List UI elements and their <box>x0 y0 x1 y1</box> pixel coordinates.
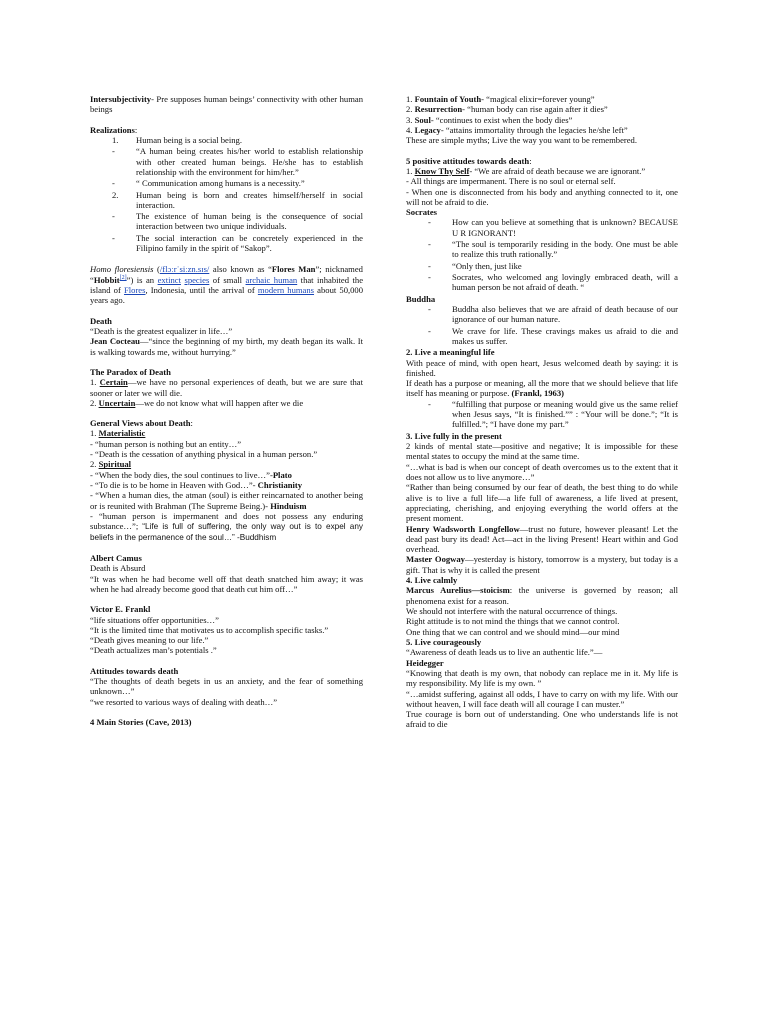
list-marker: - <box>112 146 115 157</box>
list-item-text: Human being is a social being. <box>136 134 242 145</box>
hobbit-term: Hobbit <box>93 274 120 285</box>
flores-man-term: Flores Man <box>271 264 316 275</box>
longfellow-name: Henry Wadsworth Longfellow <box>406 523 520 534</box>
list-item: - How can you believe at something that is unknown? BECAUSE U R IGNORANT! <box>406 217 678 238</box>
hinduism-line <box>90 490 363 511</box>
materialistic-line: - “Death is the cessation of anything physical in a human person.” <box>90 449 318 460</box>
courage-title: 5. Live courageously <box>406 636 482 647</box>
text-run: 2. <box>90 459 99 470</box>
buddhism-tag: -Buddhism <box>234 533 277 543</box>
frankl-line: “Death actualizes man’s potentials .” <box>90 645 217 656</box>
death-quote: “Death is the greatest equalizer in life…” <box>90 325 233 336</box>
text-run: 2. <box>90 397 99 408</box>
buddha-title: Buddha <box>406 293 436 304</box>
calmly-title: 4. Live calmly <box>406 575 458 586</box>
story-term: Fountain of Youth <box>414 94 482 104</box>
attitudes-title: Attitudes towards death <box>90 665 179 676</box>
text-run: —we have no personal experiences of death, but we are sure that sooner or later we will die. <box>90 377 363 398</box>
know-thyself-term: Know Thy Self <box>414 165 470 176</box>
story-line <box>406 94 678 104</box>
story-line <box>406 104 678 114</box>
heidegger-name: Heidegger <box>406 657 444 668</box>
paradox-uncertain <box>90 398 363 408</box>
text-run: 1. <box>90 377 100 388</box>
text-run: also known as “ <box>209 264 272 275</box>
list-item <box>90 146 363 177</box>
list-marker: - <box>112 211 115 222</box>
text-run: 4. <box>406 124 415 135</box>
list-item: - “The soul is temporarily residing in the body. One must be able to realize this truth rationally.” <box>406 239 678 260</box>
text-run: —trust no future, however pleasant! Let the dead past bury its dead! Act—act in the living Present! Heart within and God overhead. <box>406 523 678 555</box>
spiritual-heading <box>90 459 363 469</box>
text-run: - “human body can rise again after it dies” <box>462 104 608 115</box>
text-run: If death has a purpose or meaning, all the more that we should believe that life itself has meaning or purpose. <box>406 378 678 399</box>
modern-humans-link[interactable]: modern humans <box>257 285 315 295</box>
story-term: Resurrection <box>414 104 463 115</box>
plato-line <box>90 470 363 480</box>
list-marker: - <box>112 178 115 189</box>
socrates-list <box>406 217 678 292</box>
text-run: ”; nicknamed “ <box>90 264 363 285</box>
list-marker: 2. <box>112 189 119 200</box>
text-run: - “continues to exist when the body dies” <box>430 114 573 125</box>
buddhism-quote: “Life is full of suffering, the only way out is to expel any beliefs in the permanence of the soul…” <box>90 522 363 543</box>
heidegger-heading <box>406 658 678 668</box>
attitudes-line: “The thoughts of death begets in us an anxiety, and the fear of something unknown…” <box>90 676 363 697</box>
story-line <box>406 115 678 125</box>
list-marker: 1. <box>112 134 119 145</box>
calmly-line: Right attitude is to not mind the things that we cannot control. <box>406 616 620 627</box>
courage-line: “…amidst suffering, against all odds, I have to carry on with my life. With our without heaven, I will face death will all courage I can muster.” <box>406 688 678 709</box>
hinduism-term: Hinduism <box>270 500 307 511</box>
materialistic-heading <box>90 428 363 438</box>
meaningful-title: 2. Live a meaningful life <box>406 347 495 358</box>
courage-line: “Knowing that death is my own, that nobody can replace me in it. My life is my responsibility. My life is my own. ” <box>406 667 678 689</box>
text-run: - “human person is impermanent and does not possess any enduring substance…”; <box>90 510 363 532</box>
text-run: 1. <box>406 94 415 104</box>
positive-title: 5 positive attitudes towards death <box>406 155 530 166</box>
camus-heading <box>90 553 363 563</box>
left-column <box>90 94 363 727</box>
homo-floresiensis-paragraph <box>90 264 363 305</box>
christianity-term: Christianity <box>257 480 303 490</box>
frankl-line: “It is the limited time that motivates us to accomplish specific tasks.” <box>90 624 329 635</box>
paradox-title: The Paradox of Death <box>90 366 171 377</box>
views-heading: General Views about Death: <box>90 418 193 429</box>
meaningful-list <box>406 399 678 430</box>
know-thyself-line: - All things are impermanent. There is no soul or eternal self. <box>406 176 616 187</box>
text-run: - “When a human dies, the atman (soul) is either reincarnated to another being or is reunited with Brahman (The Supreme Being.)- <box>90 490 363 511</box>
longfellow-line <box>406 524 678 555</box>
present-line: “Rather than being consumed by our fear of death, the best thing to do while alive is to live a full life—a life full of awareness, a life lived at present, appreciating, cherishing, and enjoying everything the world offers at the present moment. <box>406 482 678 524</box>
list-item: - We crave for life. These cravings makes us afraid to die and makes us suffer. <box>406 326 678 347</box>
reference-link[interactable]: [2] <box>119 274 127 281</box>
list-item <box>90 135 363 145</box>
socrates-title: Socrates <box>406 207 438 218</box>
meaningful-heading <box>406 347 678 357</box>
text-run: 3. <box>406 114 415 125</box>
intersubjectivity-text: - Pre supposes human beings’ connectivity with other human beings <box>90 94 363 115</box>
oogway-line <box>406 554 678 575</box>
text-run: - “magical elixir=forever young” <box>481 94 595 104</box>
frankl-citation: (Frankl, 1963) <box>511 388 565 399</box>
calmly-line: One thing that we can control and we should mind—our mind <box>406 626 620 637</box>
realizations-heading: Realizations: <box>90 124 138 135</box>
text-run: - “We are afraid of death because we are ignorant.” <box>469 165 646 176</box>
list-item <box>90 211 363 232</box>
list-item-text: Human being is born and creates himself/herself in social interaction. <box>136 189 363 210</box>
christianity-line <box>90 480 363 490</box>
list-item <box>90 233 363 254</box>
pronunciation-link[interactable]: /flɔːrˈsiːzn.sɪs/ <box>159 264 210 275</box>
text-run: 1. <box>90 428 99 439</box>
stories-heading <box>90 717 363 727</box>
positive-heading: 5 positive attitudes towards death: <box>406 155 532 166</box>
list-item-text: The existence of human being is the consequence of social interaction between two unique individuals. <box>136 211 363 232</box>
text-run: - “To die is to be home in Heaven with God…”- <box>90 480 258 490</box>
attitudes-heading <box>90 666 363 676</box>
courage-line: “Awareness of death leads us to live an authentic life.”— <box>406 647 603 658</box>
text-run: - “attains immortality through the legacies he/she left” <box>440 124 628 135</box>
text-run: 1. <box>406 165 415 176</box>
list-item: - “fulfilling that purpose or meaning would give us the same relief when Jesus says, “It is finished.”” : “Your will be done.”; “It is fulfilled.”; “I have done my part.” <box>406 399 678 430</box>
list-item: - Socrates, who welcomed ang lovingly embraced death, will a human person be not afraid of death. “ <box>406 272 678 293</box>
list-item <box>90 178 363 188</box>
camus-line: “It was when he had become well off that death snatched him away; it was when he had already become good that death cut him off…” <box>90 573 363 594</box>
calmly-line: We should not interfere with the natural occurrence of things. <box>406 606 618 616</box>
list-item-text: “ Communication among humans is a necessity.” <box>136 178 305 189</box>
marcus-name: Marcus Aurelius—stoicism <box>406 585 510 596</box>
text-run: about 50,000 years ago. <box>90 285 364 306</box>
right-column <box>406 94 678 730</box>
calmly-heading <box>406 575 678 585</box>
courage-heading <box>406 637 678 647</box>
spiritual-term: Spiritual <box>98 459 132 470</box>
plato-term: Plato <box>272 469 292 480</box>
extinct-link[interactable]: extinct <box>157 274 181 285</box>
text-run: of small <box>209 274 246 285</box>
text-run: : the universe is governed by reason; all phenomena exist for a reason. <box>406 585 678 606</box>
cocteau-paragraph <box>90 336 363 357</box>
list-item: - Buddha also believes that we are afraid of death because of our ignorance of our human nature. <box>406 304 678 325</box>
intersubjectivity-paragraph <box>90 94 363 115</box>
socrates-heading <box>406 207 678 217</box>
meaningful-line <box>406 378 678 399</box>
uncertain-term: Uncertain <box>98 397 136 408</box>
text-run: , Indonesia, until the arrival of <box>145 285 258 295</box>
present-title: 3. Live fully in the present <box>406 430 502 441</box>
paradox-heading <box>90 367 363 377</box>
frankl-title: Victor E. Frankl <box>90 604 151 615</box>
text-run: that inhabited the island of <box>90 274 364 295</box>
story-term: Legacy <box>414 124 441 135</box>
present-line: 2 kinds of mental state—positive and negative; It is impossible for these mental states to occupy the mind at the same time. <box>406 441 678 462</box>
cocteau-text: —“since the beginning of my birth, my death began its walk. It is walking towards me, without hurrying.” <box>90 336 363 357</box>
intersubjectivity-term: Intersubjectivity <box>90 94 152 104</box>
know-thyself-line: - When one is disconnected from his body and anything connected to it, one will not be afraid to die. <box>406 186 678 207</box>
text-run: - “When the body dies, the soul continues to live…”- <box>90 469 273 480</box>
list-item <box>90 190 363 211</box>
list-item-text: The social interaction can be concretely experienced in the Filipino family in the spirit of “Sakop”. <box>136 232 363 254</box>
attitudes-line: “we resorted to various ways of dealing with death…” <box>90 696 278 707</box>
present-heading <box>406 431 678 441</box>
flores-link[interactable]: Flores <box>123 285 146 295</box>
buddha-list <box>406 304 678 346</box>
list-marker: - <box>112 232 115 243</box>
death-title: Death <box>90 315 112 326</box>
know-thyself-line <box>406 166 678 176</box>
marcus-line <box>406 585 678 606</box>
buddhism-line <box>90 511 363 543</box>
cocteau-name: Jean Cocteau <box>90 336 140 347</box>
stories-title: 4 Main Stories (Cave, 2013) <box>90 717 192 727</box>
paradox-certain <box>90 377 363 398</box>
text-run: ( <box>153 264 160 275</box>
list-item: - “Only then, just like <box>406 261 678 271</box>
species-name: Homo floresiensis <box>90 264 154 275</box>
realizations-list <box>90 135 363 253</box>
frankl-heading <box>90 604 363 614</box>
oogway-name: Master Oogway <box>406 554 465 565</box>
text-run: —we do not know what will happen after we die <box>135 397 304 408</box>
buddha-heading <box>406 294 678 304</box>
myths-line: These are simple myths; Live the way you want to be remembered. <box>406 135 638 146</box>
species-link[interactable]: species <box>184 274 210 285</box>
frankl-line: “Death gives meaning to our life.” <box>90 635 209 646</box>
frankl-line: “life situations offer opportunities…” <box>90 614 219 625</box>
camus-line: Death is Absurd <box>90 563 146 574</box>
list-item-text: “A human being creates his/her world to establish relationship with other created human beings. He/she has to establish relationship with the environment for him/her.” <box>136 146 363 177</box>
views-title: General Views about Death <box>90 418 191 429</box>
present-line: “…what is bad is when our concept of death overcomes us to the extent that it does not allow us to live anymore…” <box>406 461 678 482</box>
camus-title: Albert Camus <box>90 552 142 563</box>
text-run: —yesterday is history, tomorrow is a mystery, but today is a gift. That is why it is called the present <box>406 554 678 575</box>
courage-line: True courage is born out of understanding. One who understands life is not afraid to die <box>406 709 678 730</box>
text-run: ”) is an <box>126 274 158 285</box>
story-line <box>406 125 678 135</box>
realizations-title: Realizations <box>90 124 135 135</box>
death-heading <box>90 316 363 326</box>
archaic-human-link[interactable]: archaic human <box>245 274 298 285</box>
materialistic-line: - “human person is nothing but an entity…” <box>90 438 242 449</box>
certain-term: Certain <box>99 377 128 388</box>
meaningful-line: With peace of mind, with open heart, Jesus welcomed death by saying: it is finished. <box>406 357 678 378</box>
materialistic-term: Materialistic <box>98 428 146 439</box>
story-term: Soul <box>414 114 431 125</box>
text-run: 2. <box>406 104 415 115</box>
